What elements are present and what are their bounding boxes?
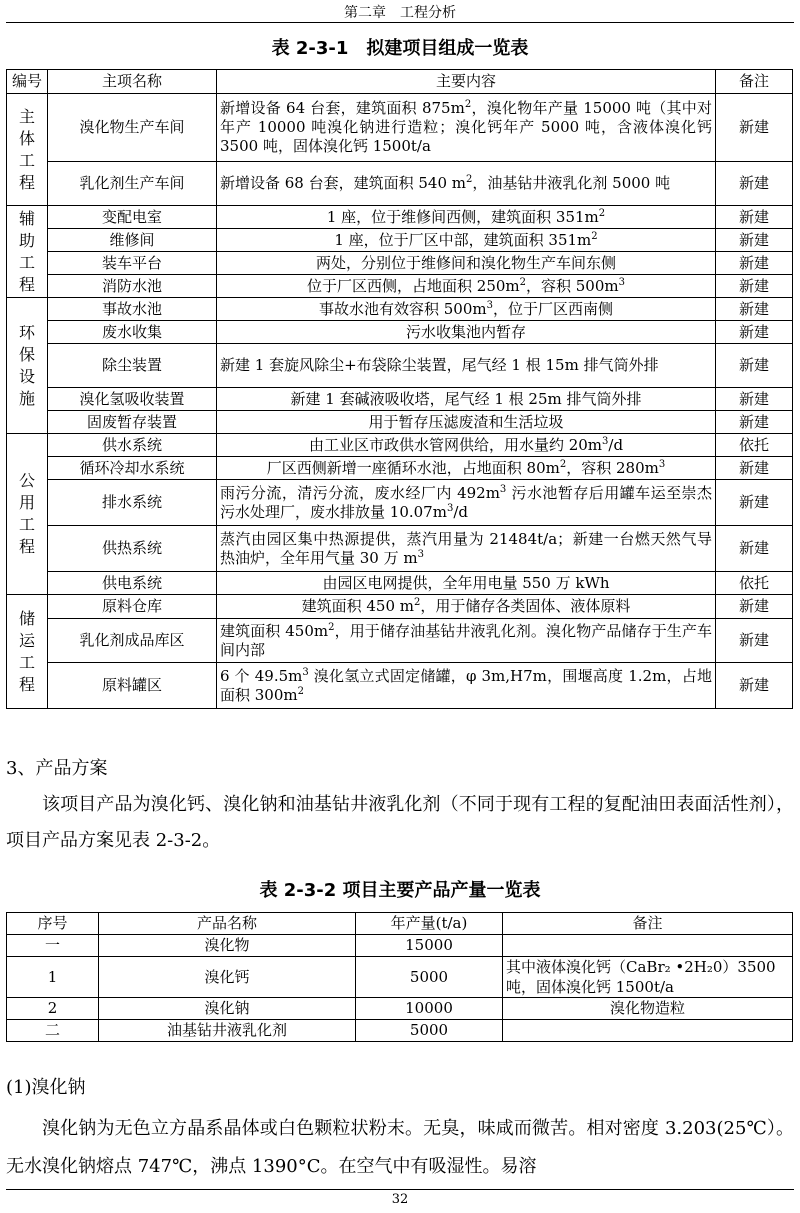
content-pre: 厂区西侧新增一座循环水池，占地面积 80m (266, 458, 560, 477)
content-post: ，用于储存各类固体、液体原料 (420, 597, 631, 615)
item-note: 新建 (716, 229, 793, 252)
group-pub (7, 434, 48, 595)
content-post: ，容积 280m (566, 458, 659, 477)
item-content (217, 94, 716, 162)
content-sup: 2 (464, 99, 472, 110)
group-label: 公用工程 (18, 471, 35, 556)
table1-row (7, 162, 793, 206)
item-name: 溴化氢吸收装置 (48, 388, 217, 411)
group-label: 辅助工程 (18, 208, 35, 294)
table1-row (7, 252, 793, 275)
content-sup2: 3 (446, 502, 454, 514)
content-pre: 污水收集池内暂存 (405, 322, 526, 341)
table2-row (7, 957, 793, 998)
t2-header-output: 年产量(t/a) (356, 913, 503, 935)
item-content (217, 595, 716, 619)
content-sup: 2 (598, 207, 606, 219)
table1-row (7, 229, 793, 252)
section3-paragraph: 该项目产品为溴化钙、溴化钠和油基钻井液乳化剂（不同于现有工程的复配油田表面活性剂），项目产品方案见表 2-3-2。 (6, 794, 794, 851)
item-content (217, 526, 716, 572)
content-post2: /d (453, 502, 468, 521)
nabr-paragraph: 溴化钠为无色立方晶系晶体或白色颗粒状粉末。无臭，味咸而微苦。相对密度 3.203(25℃）。无水溴化钠熔点 747℃，沸点 1390°C。在空气中有吸湿性。易溶 (6, 1118, 794, 1177)
content-post: ，位于厂区西南侧 (492, 299, 613, 318)
content-pre: 新增设备 64 台套，建筑面积 875m (220, 99, 465, 117)
t2-name: 溴化钙 (99, 957, 356, 998)
item-content (217, 619, 716, 663)
item-note: 新建 (716, 595, 793, 619)
t2-header-name: 产品名称 (99, 913, 356, 935)
item-note: 新建 (716, 619, 793, 663)
content-sup: 2 (414, 597, 421, 608)
header-cat: 编号 (7, 70, 48, 94)
content-sup2: 3 (618, 276, 625, 288)
group-env (7, 298, 48, 434)
item-content (217, 411, 716, 434)
item-content (217, 434, 716, 457)
content-pre: 建筑面积 450m (220, 621, 329, 640)
content-sup: 2 (466, 174, 473, 185)
section3-heading: 3、产品方案 (6, 758, 108, 779)
content-post: ，油基钻井液乳化剂 5000 吨 (472, 174, 671, 192)
content-pre: 新建 1 套旋风除尘+布袋除尘装置，尾气经 1 根 15m 排气筒外排 (220, 356, 659, 374)
table1-row (7, 480, 793, 526)
item-note: 依托 (716, 572, 793, 595)
item-name: 废水收集 (48, 321, 217, 344)
item-note: 新建 (716, 275, 793, 298)
group-aux (7, 206, 48, 298)
t2-note (503, 1020, 793, 1042)
table1-row (7, 619, 793, 663)
table1-row (7, 663, 793, 709)
item-note: 新建 (716, 94, 793, 162)
content-pre: 事故水池有效容积 500m (318, 299, 487, 318)
item-name: 供热系统 (48, 526, 217, 572)
table1-row (7, 206, 793, 229)
item-name: 固废暂存装置 (48, 411, 217, 434)
project-composition-table (6, 69, 793, 709)
item-content (217, 321, 716, 344)
content-pre: 由工业区市政供水管网供给，用水量约 20m (308, 435, 603, 454)
item-note: 新建 (716, 388, 793, 411)
t2-output: 10000 (356, 998, 503, 1020)
table1-row (7, 434, 793, 457)
table1-row (7, 526, 793, 572)
content-sup: 3 (499, 483, 507, 495)
table1-header-row (7, 70, 793, 94)
table1-row (7, 388, 793, 411)
t2-no: 2 (7, 998, 99, 1020)
chapter-header: 第二章 工程分析 (344, 5, 456, 21)
content-sup: 2 (559, 458, 567, 470)
table1-row (7, 298, 793, 321)
content-pre: 两处，分别位于维修间和溴化物生产车间东侧 (315, 253, 616, 272)
content-sup2: 3 (658, 458, 666, 470)
item-name: 除尘装置 (48, 344, 217, 388)
table2-header-row (7, 913, 793, 935)
page-number: 32 (391, 1192, 409, 1207)
item-name: 排水系统 (48, 480, 217, 526)
table2-row (7, 1020, 793, 1042)
t2-output: 15000 (356, 935, 503, 957)
item-name: 原料仓库 (48, 595, 217, 619)
nabr-heading: (1)溴化钠 (6, 1077, 86, 1098)
item-content (217, 162, 716, 206)
content-sup: 3 (602, 435, 609, 447)
item-note: 依托 (716, 434, 793, 457)
item-note: 新建 (716, 321, 793, 344)
group-store (7, 595, 48, 709)
item-name: 乳化剂成品库区 (48, 619, 217, 663)
content-pre: 由园区电网提供，全年用电量 550 万 kWh (322, 573, 610, 592)
item-name: 循环冷却水系统 (48, 457, 217, 480)
item-content (217, 252, 716, 275)
t2-output: 5000 (356, 1020, 503, 1042)
content-post: ，用于储存油基钻井液乳化剂。溴化物产品储存于生产车间内部 (220, 621, 712, 659)
table1-row (7, 275, 793, 298)
content-pre: 建筑面积 450 m (301, 597, 414, 615)
item-name: 装车平台 (48, 252, 217, 275)
content-sup: 3 (302, 666, 309, 678)
item-content (217, 229, 716, 252)
item-note: 新建 (716, 162, 793, 206)
content-pre: 1 座，位于维修间西侧，建筑面积 351m (326, 207, 599, 226)
header-note: 备注 (716, 70, 793, 94)
table1-row (7, 457, 793, 480)
item-content (217, 572, 716, 595)
item-note: 新建 (716, 344, 793, 388)
item-note: 新建 (716, 298, 793, 321)
item-content (217, 206, 716, 229)
content-sup: 2 (519, 276, 526, 288)
t2-name: 溴化物 (99, 935, 356, 957)
table1-title: 表 2-3-1 拟建项目组成一览表 (271, 38, 529, 59)
header-rule (6, 22, 794, 23)
item-name: 消防水池 (48, 275, 217, 298)
table2-row (7, 998, 793, 1020)
content-post: ，溴化物年产量 15000 吨（其中对年产 10000 吨溴化钠进行造粒；溴化钙年产 5000 吨，含液体溴化钙 3500 吨，固体溴化钙 1500t/a (220, 99, 712, 155)
item-name: 事故水池 (48, 298, 217, 321)
item-note: 新建 (716, 411, 793, 434)
content-sup: 3 (417, 548, 424, 560)
group-main (7, 94, 48, 206)
item-note: 新建 (716, 480, 793, 526)
table1-row (7, 411, 793, 434)
item-name: 供电系统 (48, 572, 217, 595)
item-note: 新建 (716, 252, 793, 275)
item-content (217, 344, 716, 388)
content-post: 溴化氢立式固定储罐，φ 3m,H7m，围堰高度 1.2m，占地面积 300m (220, 666, 713, 704)
content-pre: 1 座，位于厂区中部，建筑面积 351m (334, 230, 592, 249)
item-content (217, 388, 716, 411)
item-name: 供水系统 (48, 434, 217, 457)
item-note: 新建 (716, 206, 793, 229)
item-name: 乳化剂生产车间 (48, 162, 217, 206)
item-note: 新建 (716, 526, 793, 572)
item-content (217, 298, 716, 321)
header-content: 主要内容 (217, 70, 716, 94)
content-post: 污水池暂存后用罐车运至崇杰污水处理厂，废水排放量 10.07m (220, 483, 712, 521)
t2-header-note: 备注 (503, 913, 793, 935)
content-post: ，容积 500m (526, 276, 619, 295)
t2-note (503, 935, 793, 957)
group-label: 储运工程 (18, 608, 35, 694)
content-sup: 2 (591, 230, 598, 242)
table1-row (7, 321, 793, 344)
content-pre: 用于暂存压滤废渣和生活垃圾 (368, 412, 564, 431)
item-name: 变配电室 (48, 206, 217, 229)
item-note: 新建 (716, 457, 793, 480)
table1-row (7, 344, 793, 388)
t2-no: 1 (7, 957, 99, 998)
group-label: 主体工程 (18, 106, 35, 192)
footer-rule (6, 1189, 794, 1190)
item-content (217, 457, 716, 480)
content-pre: 蒸汽由园区集中热源提供，蒸汽用量为 21484t/a；新建一台燃天然气导热油炉，全年用气量 30 万 m (220, 529, 712, 567)
product-output-table (6, 912, 793, 1042)
content-pre: 雨污分流，清污分流，废水经厂内 492m (220, 483, 500, 502)
t2-output: 5000 (356, 957, 503, 998)
t2-no: 二 (7, 1020, 99, 1042)
group-label: 环保设施 (18, 322, 35, 408)
item-content (217, 275, 716, 298)
content-pre: 位于厂区西侧，占地面积 250m (307, 276, 520, 295)
t2-no: 一 (7, 935, 99, 957)
item-note: 新建 (716, 663, 793, 709)
table2-row (7, 935, 793, 957)
content-sup: 2 (328, 621, 335, 633)
table1-row (7, 572, 793, 595)
table2-title: 表 2-3-2 项目主要产品产量一览表 (259, 880, 541, 901)
t2-note: 溴化物造粒 (503, 998, 793, 1020)
content-sup2: 2 (297, 685, 304, 697)
content-post: /d (608, 435, 624, 454)
table1-row (7, 94, 793, 162)
table1-row (7, 595, 793, 619)
t2-name: 油基钻井液乳化剂 (99, 1020, 356, 1042)
t2-header-no: 序号 (7, 913, 99, 935)
header-name: 主项名称 (48, 70, 217, 94)
content-pre: 新建 1 套碱液吸收塔，尾气经 1 根 25m 排气筒外排 (290, 389, 642, 408)
content-pre: 6 个 49.5m (220, 666, 303, 685)
content-sup: 3 (486, 299, 493, 311)
item-name: 溴化物生产车间 (48, 94, 217, 162)
item-content (217, 480, 716, 526)
item-name: 原料罐区 (48, 663, 217, 709)
item-content (217, 663, 716, 709)
content-pre: 新增设备 68 台套，建筑面积 540 m (220, 174, 467, 192)
item-name: 维修间 (48, 229, 217, 252)
t2-name: 溴化钠 (99, 998, 356, 1020)
t2-note: 其中液体溴化钙（CaBr₂ •2H₂0）3500 吨，固体溴化钙 1500t/a (503, 957, 793, 998)
